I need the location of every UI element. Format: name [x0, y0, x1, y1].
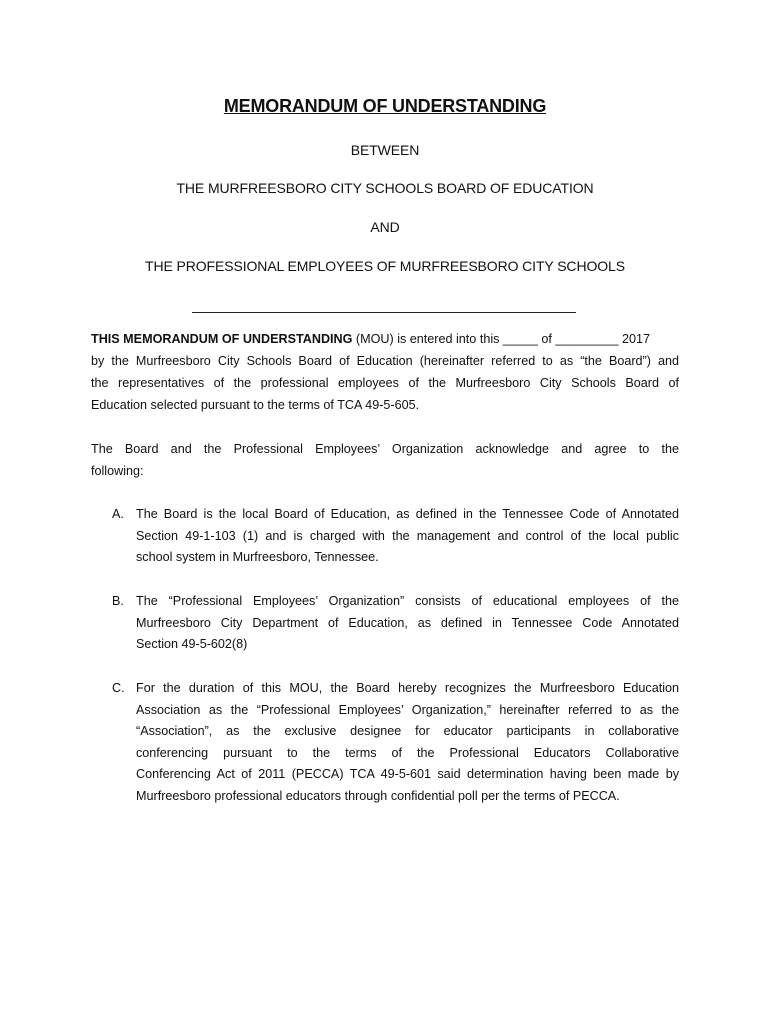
party-one: THE MURFREESBORO CITY SCHOOLS BOARD OF EDUCATION [176, 180, 594, 196]
list-item-line: school system in Murfreesboro, Tennessee. [136, 550, 379, 564]
list-item-body [136, 504, 679, 569]
acknowledge-line-2: following: [91, 464, 144, 478]
list-item-line: Section 49-5-602(8) [136, 637, 248, 651]
between-label: BETWEEN [350, 142, 420, 158]
list-item-line: For the duration of this MOU, the Board hereby recognizes the Murfreesboro Education [136, 681, 679, 695]
intro-line-2: by the Murfreesboro City Schools Board of Education (hereinafter referred to as “the Board”) and [91, 354, 679, 368]
intro-line-1-text: (MOU) is entered into this _____ of _________ 2017 [352, 332, 650, 346]
list-item-line: Conferencing Act of 2011 (PECCA) TCA 49-5-601 said determination having been made by [136, 767, 679, 781]
acknowledge-line-1: The Board and the Professional Employees’ Organization acknowledge and agree to the [91, 442, 679, 456]
acknowledge-paragraph [91, 438, 679, 482]
intro-lead: THIS MEMORANDUM OF UNDERSTANDING [91, 332, 353, 346]
list-item-line: “Association”, as the exclusive designee for educator participants in collaborative [136, 724, 679, 738]
list-marker: B. [112, 594, 124, 608]
list-item-body [136, 678, 679, 807]
document-title: MEMORANDUM OF UNDERSTANDING [223, 96, 547, 116]
intro-paragraph [91, 328, 679, 416]
list-item-line: The Board is the local Board of Education, as defined in the Tennessee Code of Annotated [136, 507, 679, 521]
list-item-line: Association as the “Professional Employees’ Organization,” hereinafter referred to as the [136, 702, 679, 717]
list-item-line: conferencing pursuant to the terms of the Professional Educators Collaborative [136, 745, 679, 760]
party-two: THE PROFESSIONAL EMPLOYEES OF MURFREESBORO CITY SCHOOLS [145, 258, 625, 274]
intro-line-4: Education selected pursuant to the terms of TCA 49-5-605. [91, 398, 420, 412]
list-item-line: The “Professional Employees’ Organization” consists of educational employees of the [136, 594, 679, 608]
list-item-line: Murfreesboro professional educators through confidential poll per the terms of PECCA. [136, 788, 620, 803]
list-marker: C. [112, 681, 125, 695]
intro-line-1 [91, 328, 679, 350]
intro-line-3: the representatives of the professional employees of the Murfreesboro City Schools Board of [91, 376, 679, 390]
list-marker: A. [112, 507, 124, 521]
and-label: AND [370, 219, 400, 235]
list-item-line: Murfreesboro City Department of Education, as defined in Tennessee Code Annotated [136, 615, 679, 630]
list-item-body [136, 591, 679, 656]
separator-line [192, 312, 576, 313]
list-item-line: Section 49-1-103 (1) and is charged with the management and control of the local public [136, 528, 679, 543]
